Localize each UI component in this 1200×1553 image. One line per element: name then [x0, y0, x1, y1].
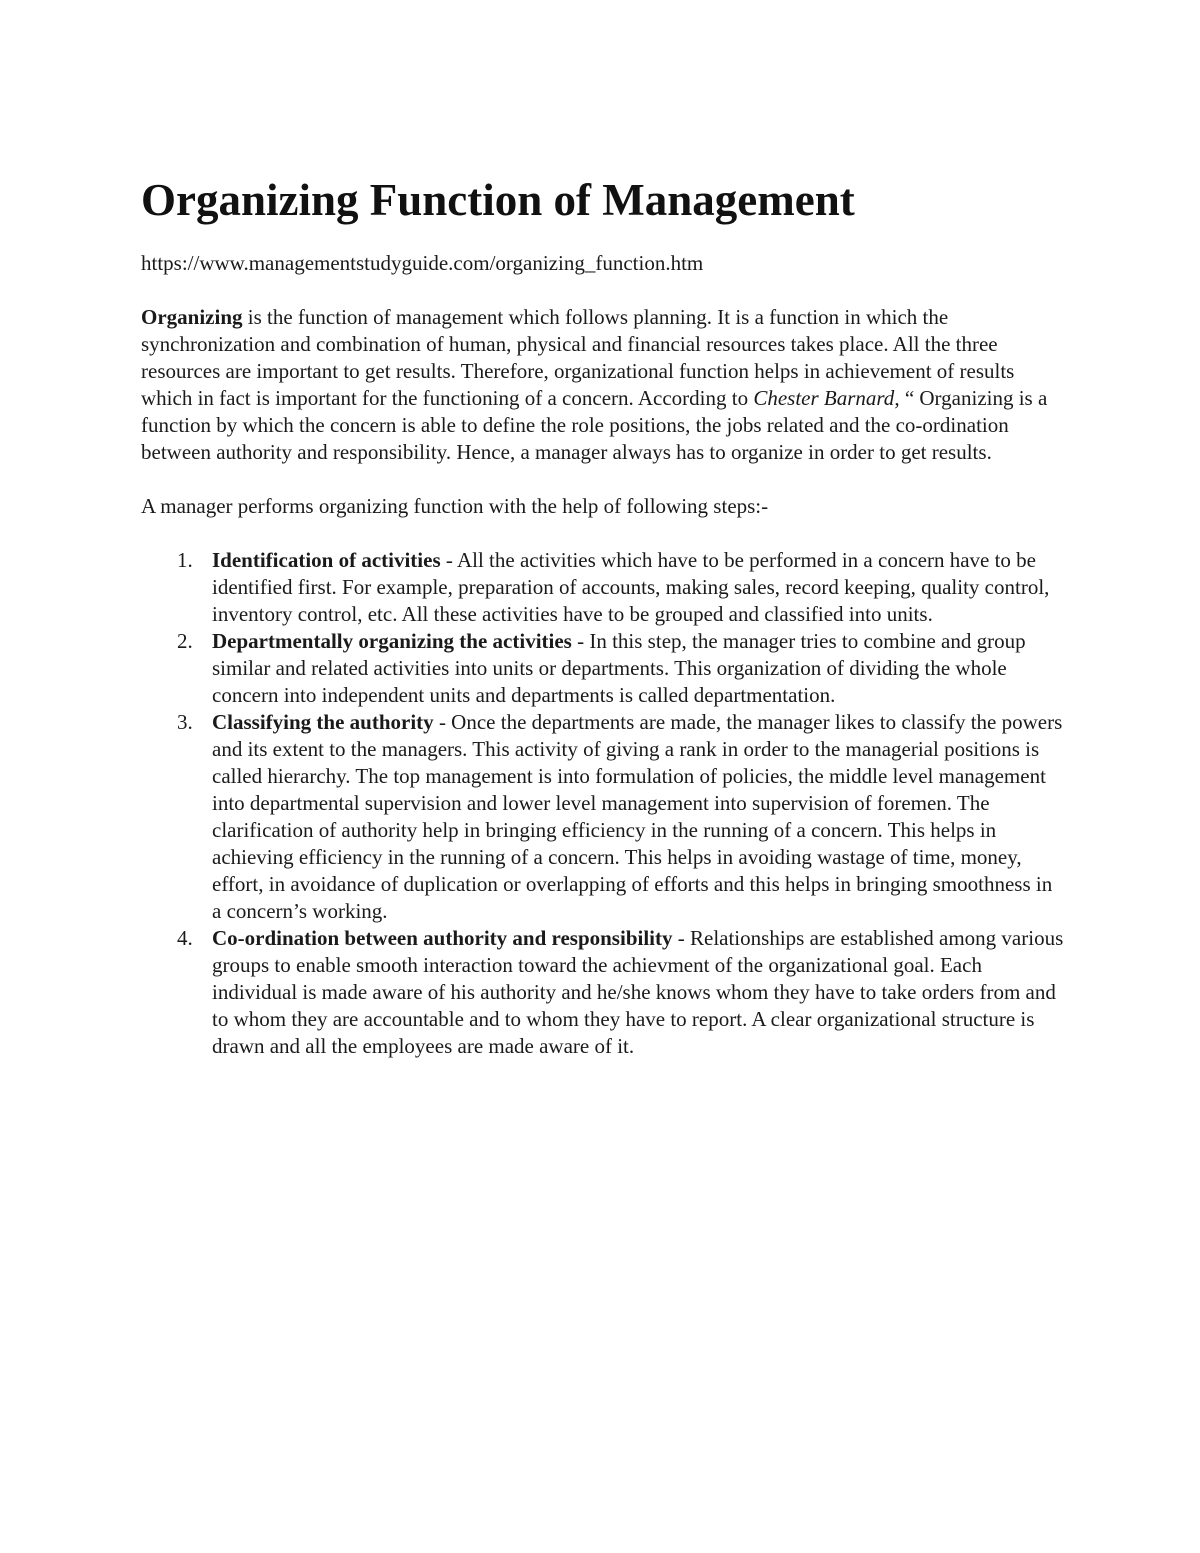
page-title: Organizing Function of Management	[141, 175, 855, 225]
list-item-text: - All the activities which have to be performed in a concern have to be identified first. For example, preparation of accounts, making sales, record keeping, quality control, inventory control, etc. All these activities have to be grouped and classified into units.	[212, 548, 1050, 626]
list-item-heading: Classifying the authority	[212, 710, 434, 734]
intro-text-part-1: is the function of management which follows planning. It is a function in which the synchronization and combination of human, physical and financial resources takes place. All the three resources are important to get results. Therefore, organizational function helps in achievement of results which in fact is important for the functioning of a concern. According to	[141, 305, 1015, 410]
list-item-number: 2.	[177, 629, 193, 653]
list-item	[141, 709, 1066, 925]
list-item-text: - Once the departments are made, the manager likes to classify the powers and its extent to the managers. This activity of giving a rank in order to the managerial positions is called hierarchy. The top management is into formulation of policies, the middle level management into departmental supervision and lower level management into supervision of foremen. The clarification of authority help in bringing efficiency in the running of a concern. This helps in achieving efficiency in the running of a concern. This helps in avoiding wastage of time, money, effort, in avoidance of duplication or overlapping of efforts and this helps in bringing smoothness in a concern’s working.	[212, 710, 1063, 923]
list-item-heading: Co-ordination between authority and responsibility	[212, 926, 673, 950]
list-item-number: 4.	[177, 926, 193, 950]
steps-list	[141, 547, 1066, 1060]
intro-paragraph	[141, 304, 1066, 466]
list-item	[141, 628, 1066, 709]
list-item-text: - In this step, the manager tries to combine and group similar and related activities into units or departments. This organization of dividing the whole concern into independent units and departments is called departmentation.	[212, 629, 1026, 707]
list-item-heading: Identification of activities	[212, 548, 441, 572]
intro-text-part-2: , “ Organizing is a function by which the concern is able to define the role positions, the jobs related and the co-ordination between authority and responsibility. Hence, a manager always has to organize in order to get results.	[141, 386, 1048, 464]
list-item-number: 3.	[177, 710, 193, 734]
list-item-number: 1.	[177, 548, 193, 572]
steps-intro: A manager performs organizing function with the help of following steps:-	[141, 494, 769, 518]
source-url: https://www.managementstudyguide.com/organizing_function.htm	[141, 251, 704, 275]
list-item-text: - Relationships are established among various groups to enable smooth interaction toward the achievment of the organizational goal. Each individual is made aware of his authority and he/she knows whom they have to take orders from and to whom they are accountable and to whom they have to report. A clear organizational structure is drawn and all the employees are made aware of it.	[212, 926, 1064, 1058]
list-item	[141, 547, 1066, 628]
list-item	[141, 925, 1066, 1060]
document-page	[141, 172, 1066, 1060]
intro-lead-term: Organizing	[141, 305, 243, 329]
list-item-heading: Departmentally organizing the activities	[212, 629, 572, 653]
quoted-author-name: Chester Barnard	[753, 386, 895, 410]
